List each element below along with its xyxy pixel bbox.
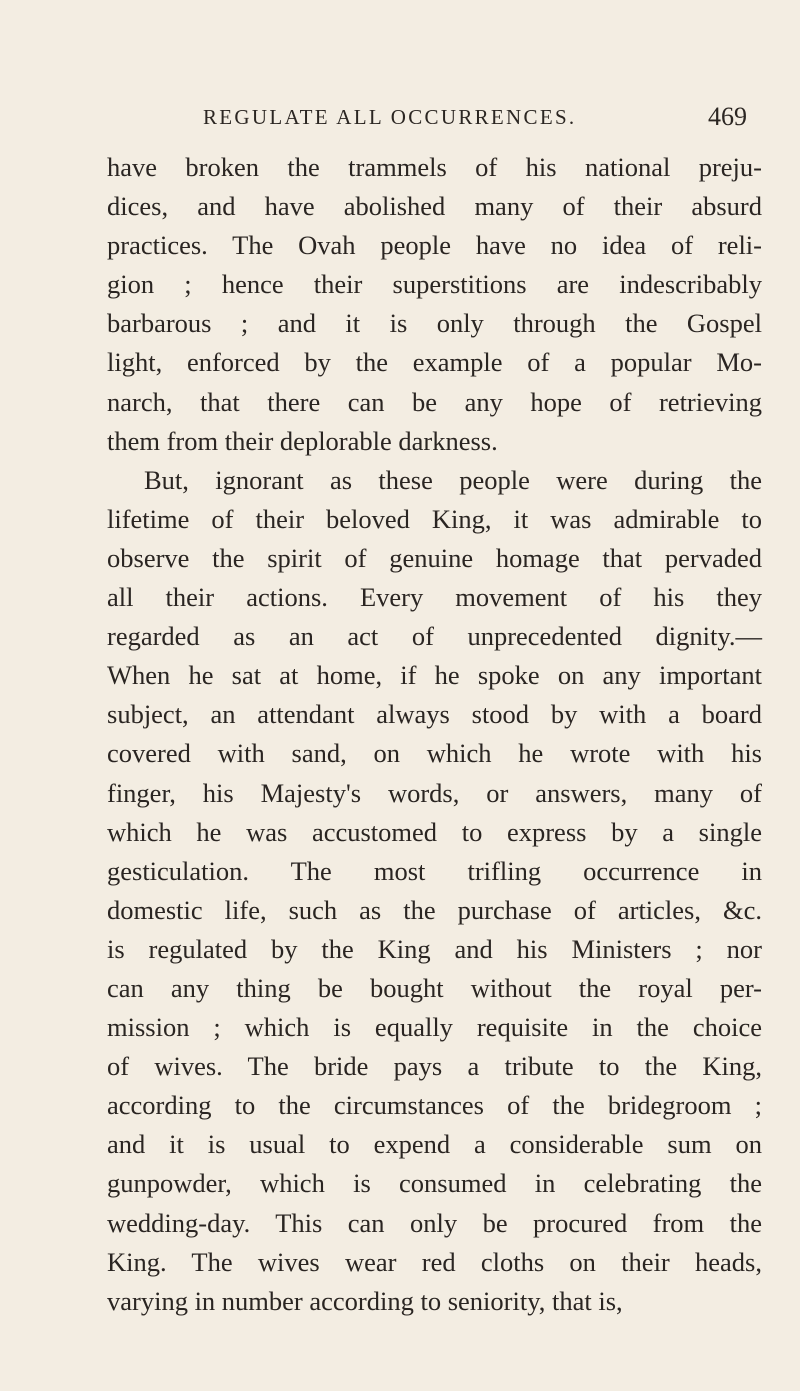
text-line: can any thing be bought without the royal per- [107, 972, 762, 1003]
running-head [107, 103, 747, 137]
text-line: gunpowder, which is consumed in celebrating the [107, 1168, 762, 1199]
text-line: mission ; which is equally requisite in the choice [107, 1012, 762, 1043]
page-number: 469 [708, 102, 747, 131]
text-line: domestic life, such as the purchase of articles, &c. [107, 894, 762, 925]
text-line: observe the spirit of genuine homage that pervaded [107, 542, 762, 573]
text-line: which he was accustomed to express by a single [107, 816, 762, 847]
text-line: is regulated by the King and his Ministers ; nor [107, 933, 762, 964]
text-line: finger, his Majesty's words, or answers, many of [107, 777, 762, 808]
text-line: practices. The Ovah people have no idea of reli- [107, 230, 762, 261]
text-line: varying in number according to seniority, that is, [107, 1285, 623, 1316]
text-line: But, ignorant as these people were during the [144, 464, 762, 495]
text-line: all their actions. Every movement of his they [107, 582, 762, 613]
running-title: REGULATE ALL OCCURRENCES. [203, 105, 577, 129]
body-text [107, 148, 762, 1321]
text-line: light, enforced by the example of a popular Mo- [107, 347, 762, 378]
text-line: have broken the trammels of his national preju- [107, 152, 762, 182]
text-line: subject, an attendant always stood by with a board [107, 699, 762, 730]
text-line: regarded as an act of unprecedented dignity.— [107, 621, 762, 652]
text-line: lifetime of their beloved King, it was admirable to [107, 503, 762, 534]
text-line: dices, and have abolished many of their absurd [107, 191, 762, 222]
text-line: gesticulation. The most trifling occurrence in [107, 855, 762, 886]
text-line: narch, that there can be any hope of retrieving [107, 386, 762, 417]
text-line: them from their deplorable darkness. [107, 425, 498, 456]
text-line: of wives. The bride pays a tribute to the King, [107, 1051, 762, 1082]
text-line: gion ; hence their superstitions are indescribably [107, 269, 762, 300]
text-line: covered with sand, on which he wrote with his [107, 738, 762, 769]
text-line: When he sat at home, if he spoke on any important [107, 660, 762, 691]
text-line: barbarous ; and it is only through the Gospel [107, 308, 762, 339]
text-line: and it is usual to expend a considerable sum on [107, 1129, 762, 1160]
text-line: wedding-day. This can only be procured from the [107, 1207, 762, 1238]
text-line: King. The wives wear red cloths on their heads, [107, 1246, 762, 1277]
text-line: according to the circumstances of the bridegroom ; [107, 1090, 762, 1121]
